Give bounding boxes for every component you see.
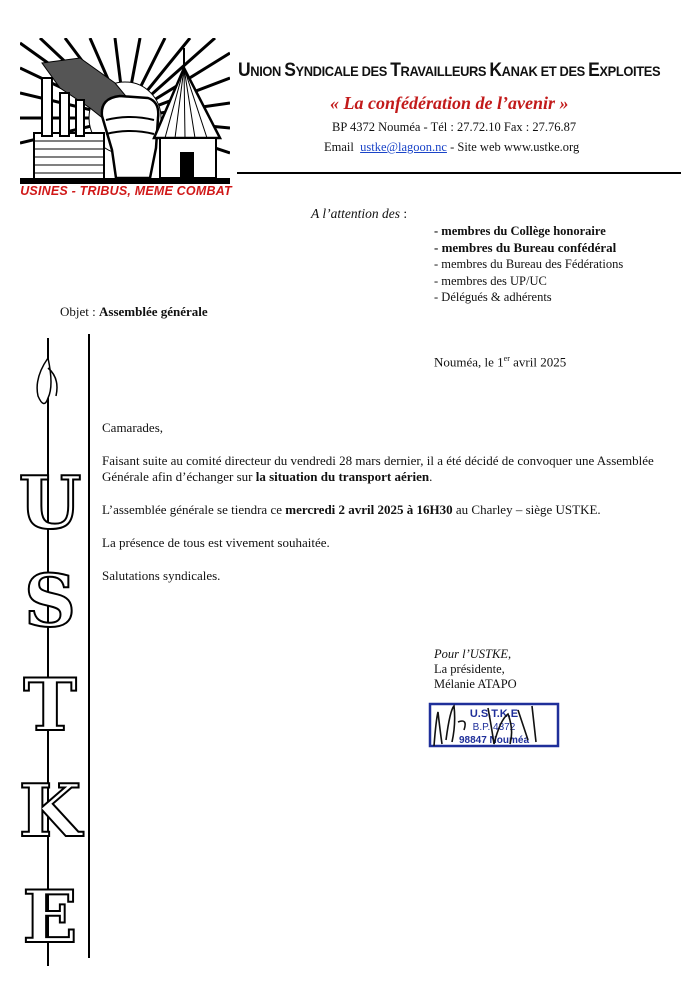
contact-line: BP 4372 Nouméa - Tél : 27.72.10 Fax : 27.76.87 (332, 120, 577, 134)
date-line: Nouméa, le 1er avril 2025 (434, 354, 567, 370)
recipient-item: - membres du Bureau des Fédérations (434, 257, 624, 271)
side-letter: U (18, 460, 82, 545)
signature-line: La présidente, (434, 662, 505, 676)
subject-label: Objet : (60, 304, 99, 319)
greeting: Camarades, (102, 420, 164, 435)
email-line (324, 140, 579, 155)
official-stamp (428, 700, 560, 750)
recipient-item: - membres du Collège honoraire (434, 224, 606, 238)
subject-value: Assemblée générale (99, 304, 208, 319)
side-divider (88, 334, 90, 958)
side-letter: E (22, 874, 78, 959)
stamp-line: 98847 Nouméa (458, 735, 530, 746)
organization-name: UNION SYNDICALE DES TRAVAILLEURS KANAK ET DES EXPLOITES (238, 60, 661, 81)
attention-label: A l’attention des : (311, 206, 408, 221)
logo-caption: USINES - TRIBUS, MEME COMBAT (20, 184, 232, 198)
side-letter: K (18, 768, 82, 853)
email-link[interactable]: ustke@lagoon.nc (360, 140, 447, 154)
recipients-list (434, 223, 623, 306)
stamp-line: U.S.T.K.E (469, 708, 519, 720)
recipient-item: - Délégués & adhérents (434, 290, 552, 304)
paragraph: Faisant suite au comité directeur du vendredi 28 mars dernier, il a été décidé de convoquer une Assemblée Générale afin d’échanger sur la situation du transport aérien. (102, 453, 654, 484)
recipient-item: - membres du Bureau confédéral (434, 239, 617, 255)
side-letter: T (23, 662, 77, 747)
paragraph: L’assemblée générale se tiendra ce mercredi 2 avril 2025 à 16H30 au Charley – siège USTKE. (102, 502, 601, 517)
stamp-line: B.P. 4372 (472, 722, 516, 733)
signature-line: Mélanie ATAPO (434, 677, 517, 691)
ustke-logo (20, 38, 230, 203)
side-letter: S (24, 558, 76, 643)
ustke-vertical-emblem (14, 338, 86, 966)
recipient-item: - membres des UP/UC (434, 273, 547, 288)
paragraph: La présence de tous est vivement souhaitée. (102, 535, 330, 550)
subject-line (60, 304, 208, 320)
closing: Salutations syndicales. (102, 568, 221, 583)
signature-block (434, 647, 517, 692)
website-label: - Site web www.ustke.org (450, 140, 580, 154)
email-label: Email (324, 140, 354, 154)
header-divider (237, 172, 681, 174)
slogan: « La confédération de l’avenir » (330, 93, 569, 113)
letter-body (102, 420, 672, 601)
signature-line: Pour l’USTKE, (434, 647, 512, 661)
